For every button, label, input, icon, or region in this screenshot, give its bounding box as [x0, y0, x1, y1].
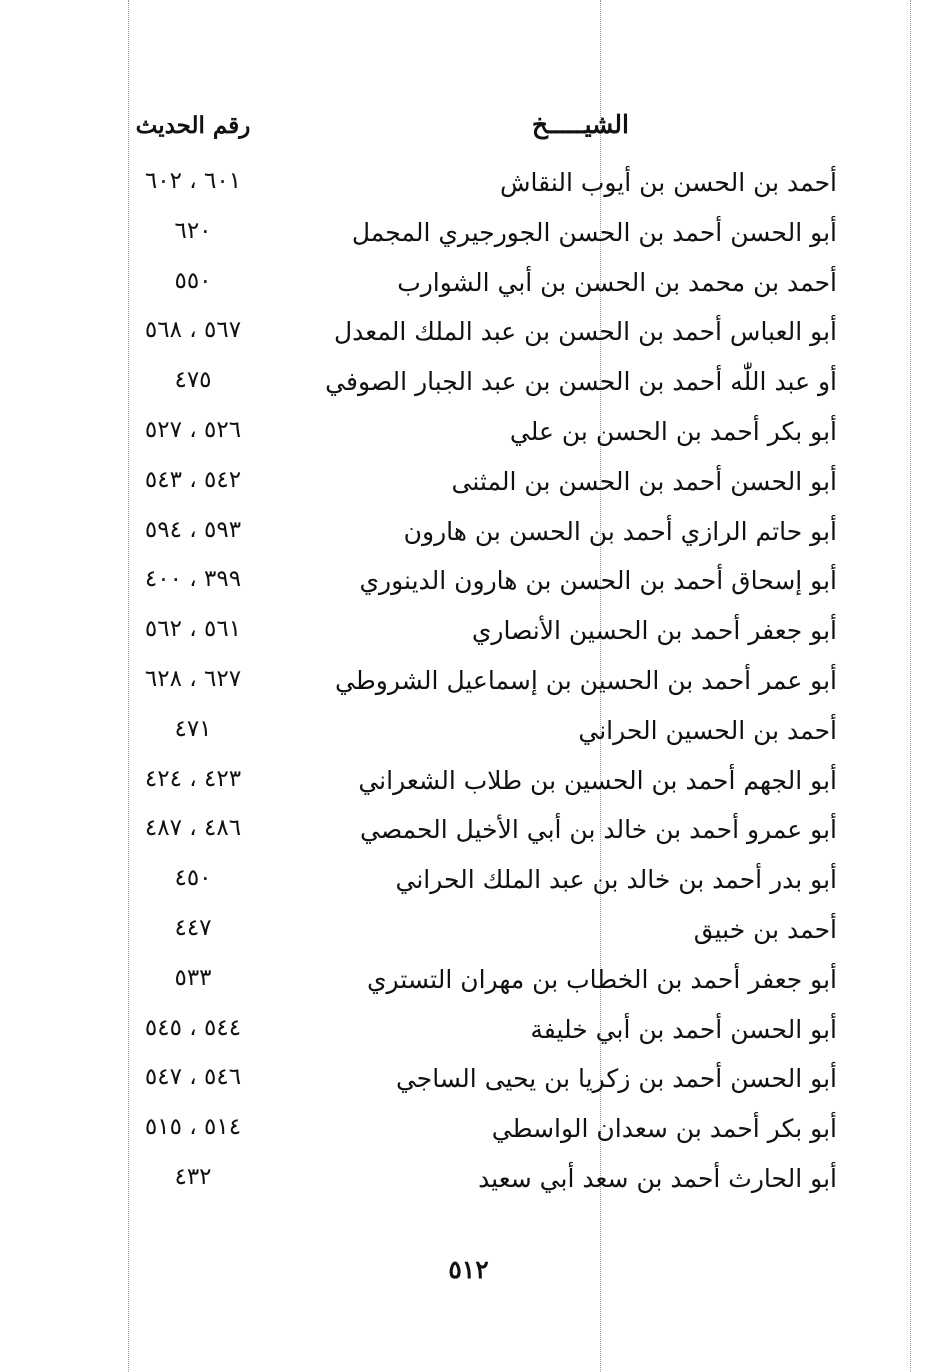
hadith-numbers: ٥٦١ ، ٥٦٢ [144, 616, 242, 643]
list-item [0, 1156, 937, 1206]
list-item [0, 160, 937, 210]
shaykh-name: أبو جعفر أحمد بن الخطاب بن مهران التستري [366, 964, 837, 994]
hadith-numbers: ٥٣٣ [174, 964, 212, 991]
hadith-numbers: ٥١٤ ، ٥١٥ [144, 1114, 242, 1141]
list-item [0, 359, 937, 409]
list-item [0, 857, 937, 907]
shaykh-name: أبو العباس أحمد بن الحسن بن عبد الملك المعدل [334, 317, 837, 347]
column-header-shaykh: الشيـــــخ [531, 110, 629, 139]
hadith-numbers: ٥٩٣ ، ٥٩٤ [144, 516, 242, 543]
page-number: ٥١٢ [448, 1255, 489, 1284]
shaykh-name: أبو عمرو أحمد بن خالد بن أبي الأخيل الحمصي [360, 815, 837, 845]
hadith-numbers: ٥٤٦ ، ٥٤٧ [144, 1064, 242, 1091]
list-item [0, 907, 937, 957]
hadith-numbers: ٤٨٦ ، ٤٨٧ [144, 815, 242, 842]
hadith-numbers: ٤٢٣ ، ٤٢٤ [144, 765, 242, 792]
list-item [0, 1056, 937, 1106]
column-header-hadith-number: رقم الحديث [135, 112, 251, 139]
shaykh-name: أحمد بن الحسين الحراني [578, 715, 837, 745]
hadith-numbers: ٣٩٩ ، ٤٠٠ [144, 566, 242, 593]
list-item [0, 758, 937, 808]
hadith-numbers: ٦٢٧ ، ٦٢٨ [144, 665, 242, 692]
hadith-numbers: ٥٤٢ ، ٥٤٣ [144, 466, 242, 493]
list-item [0, 409, 937, 459]
shaykh-name: أو عبد اللّٰه أحمد بن الحسن بن عبد الجبار الصوفي [325, 367, 837, 397]
shaykh-name: أبو بكر أحمد بن سعدان الواسطي [491, 1114, 837, 1144]
hadith-numbers: ٦٠١ ، ٦٠٢ [144, 168, 242, 194]
shaykh-name: أبو الحسن أحمد بن زكريا بن يحيى الساجي [395, 1064, 837, 1094]
list-item [0, 210, 937, 260]
hadith-numbers: ٥٥٠ [174, 267, 212, 294]
hadith-numbers: ٥٤٤ ، ٥٤٥ [144, 1014, 242, 1041]
shaykh-name: أبو حاتم الرازي أحمد بن الحسن بن هارون [403, 516, 837, 546]
shaykh-name: أبو عمر أحمد بن الحسين بن إسماعيل الشروطي [335, 665, 837, 695]
shaykh-name: أبو الحسن أحمد بن أبي خليفة [530, 1014, 837, 1044]
shaykh-name: أبو بدر أحمد بن خالد بن عبد الملك الحراني [395, 865, 837, 895]
hadith-numbers: ٥٦٧ ، ٥٦٨ [144, 317, 242, 344]
list-item [0, 608, 937, 658]
list-item [0, 957, 937, 1007]
shaykh-name: أبو إسحاق أحمد بن الحسن بن هارون الدينوري [359, 566, 837, 596]
shaykh-name: أبو الحسن أحمد بن الحسن الجورجيري المجمل [351, 217, 837, 247]
hadith-numbers: ٤٧٥ [174, 367, 212, 394]
shaykh-name: أحمد بن خبيق [693, 914, 837, 944]
hadith-numbers: ٤٧١ [174, 715, 212, 742]
shaykh-name: أبو جعفر أحمد بن الحسين الأنصاري [471, 616, 837, 646]
shaykh-name: أحمد بن الحسن بن أيوب النقاش [500, 168, 837, 197]
hadith-numbers: ٥٢٦ ، ٥٢٧ [144, 416, 242, 443]
hadith-numbers: ٤٥٠ [174, 865, 212, 892]
hadith-numbers: ٤٤٧ [174, 914, 212, 941]
list-item [0, 260, 937, 310]
list-item [0, 708, 937, 758]
list-item [0, 309, 937, 359]
list-item [0, 558, 937, 608]
shaykh-name: أبو الحارث أحمد بن سعد أبي سعيد [478, 1163, 837, 1193]
hadith-numbers: ٦٢٠ [174, 217, 212, 244]
list-item [0, 658, 937, 708]
shaykh-name: أبو الحسن أحمد بن الحسن بن المثنى [451, 466, 837, 496]
list-item [0, 807, 937, 857]
list-item [0, 1007, 937, 1057]
shaykh-name: أحمد بن محمد بن الحسن بن أبي الشوارب [397, 267, 837, 297]
shaykh-name: أبو بكر أحمد بن الحسن بن علي [509, 416, 837, 446]
list-item [0, 509, 937, 559]
hadith-numbers: ٤٣٢ [174, 1163, 212, 1190]
list-item [0, 459, 937, 509]
entries-list [0, 160, 937, 1206]
list-item [0, 1106, 937, 1156]
shaykh-name: أبو الجهم أحمد بن الحسين بن طلاب الشعراني [358, 765, 837, 795]
